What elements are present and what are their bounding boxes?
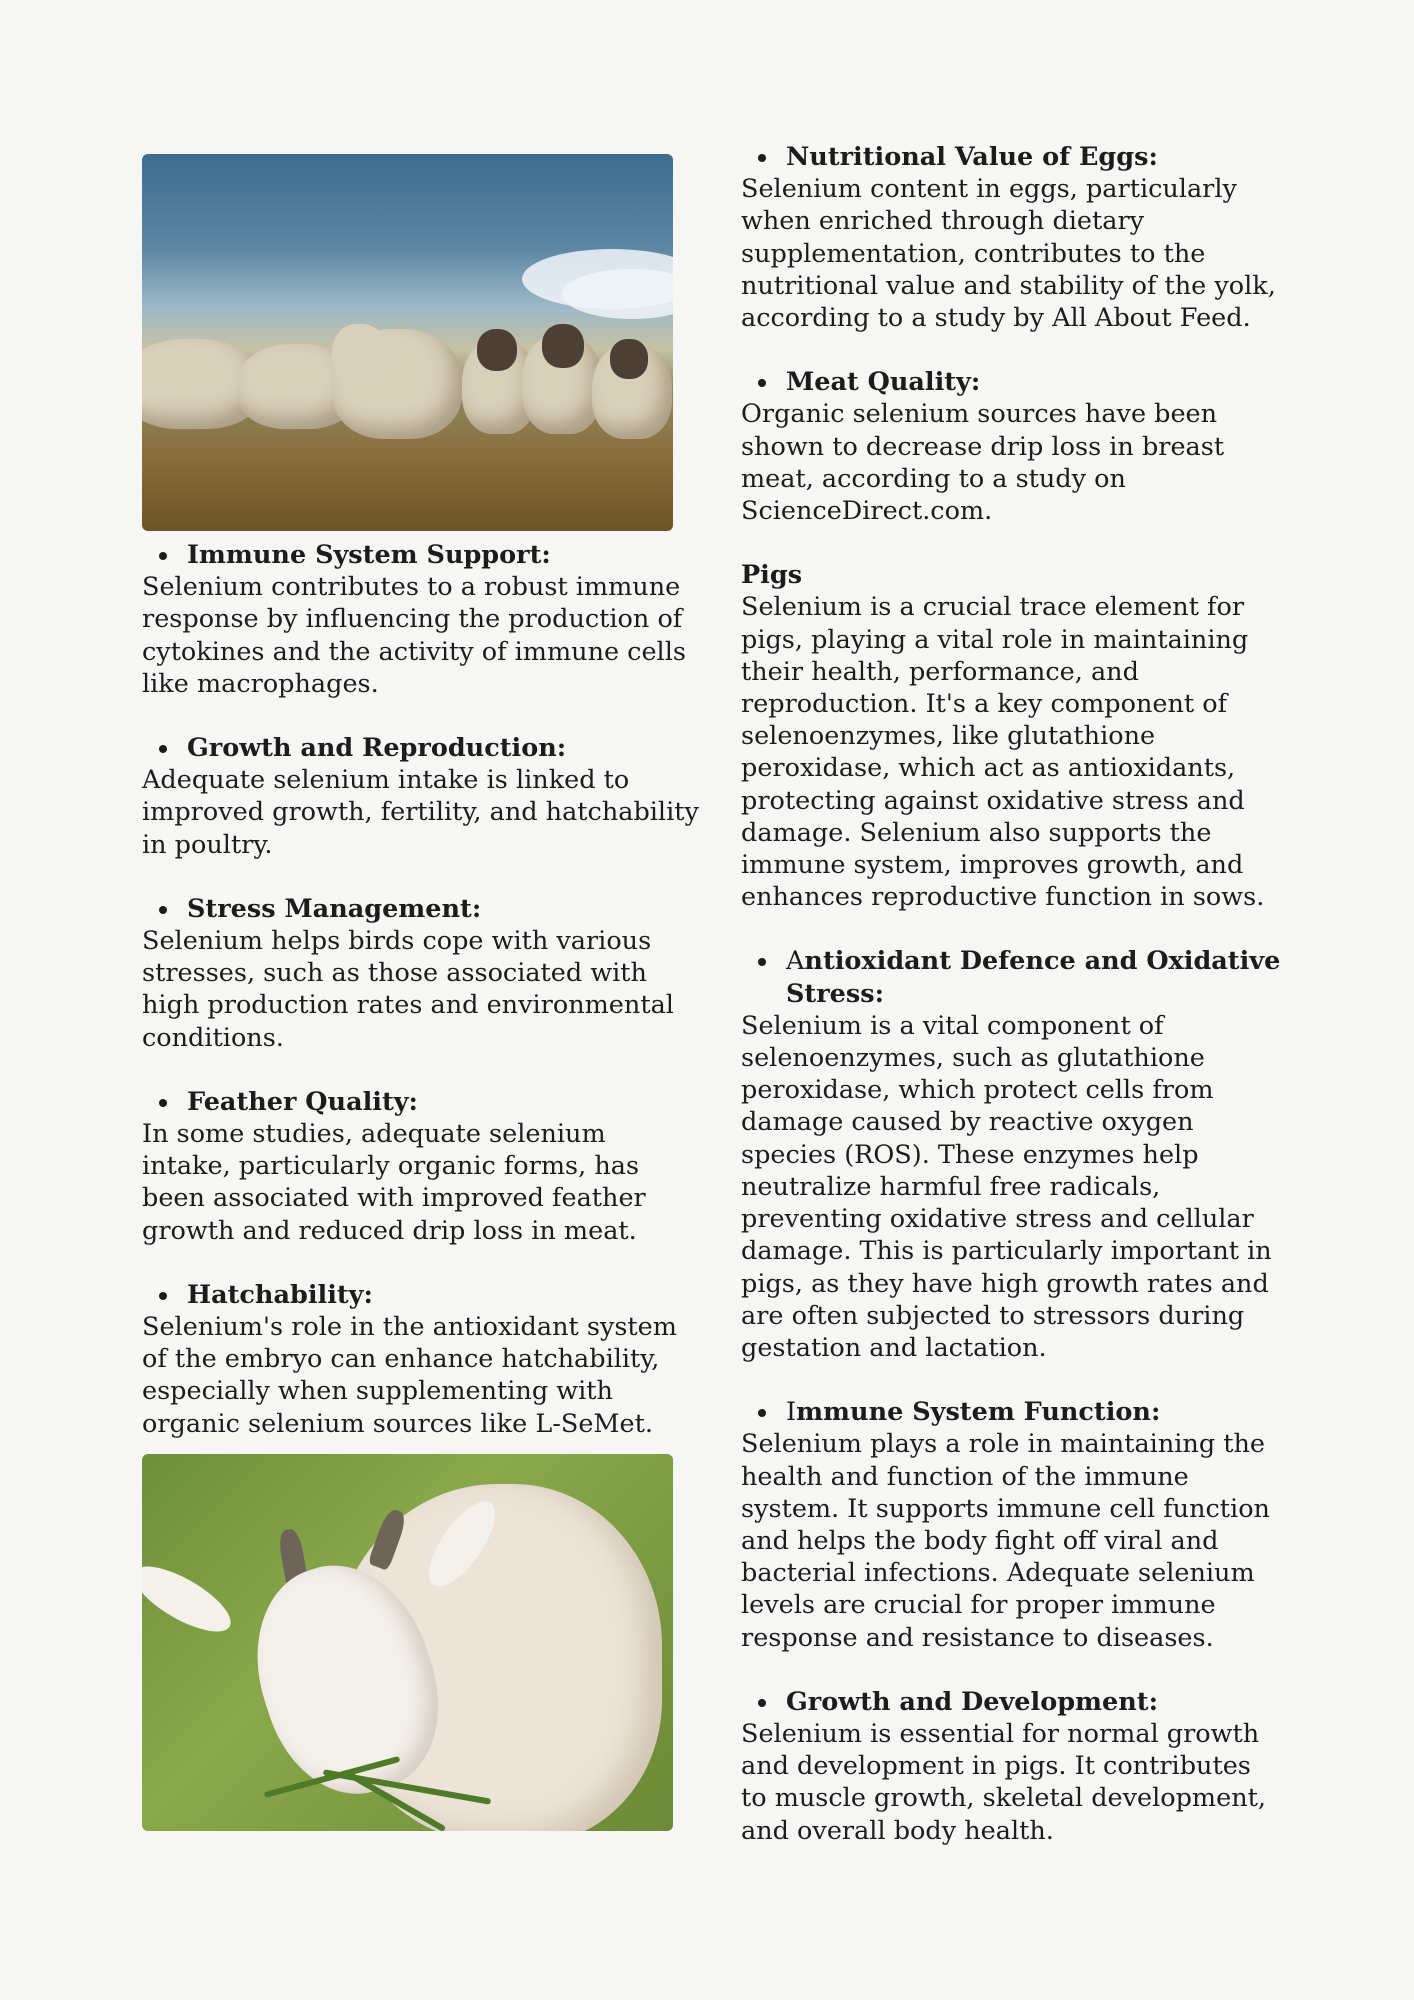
list-item — [142, 539, 702, 700]
item-body: Selenium is essential for normal growth and development in pigs. It contributes to muscle growth, skeletal development, and overall body health. — [741, 1718, 1266, 1846]
item-title: Immune System Support: — [142, 539, 702, 571]
item-body: Organic selenium sources have been shown to decrease drip loss in breast meat, according to a study on ScienceDirect.com. — [741, 399, 1225, 527]
sheep-image — [142, 154, 673, 531]
item-body: Selenium helps birds cope with various stresses, such as those associated with high production rates and environmental conditions. — [142, 926, 674, 1053]
item-title — [741, 1396, 1281, 1428]
section-title-pigs: Pigs — [741, 560, 803, 591]
item-title: Nutritional Value of Eggs: — [741, 141, 1281, 173]
item-title: Stress Management: — [142, 893, 702, 925]
item-body: Adequate selenium intake is linked to improved growth, fertility, and hatchability in poultry. — [142, 765, 699, 860]
list-item — [142, 732, 702, 861]
right-column — [741, 141, 1281, 1847]
item-body: Selenium is a vital component of selenoenzymes, such as glutathione peroxidase, which protect cells from damage caused by reactive oxygen species (ROS). These enzymes help neutralize harmful free radicals, preventing oxidative stress and cellular damage. This is particularly important in pigs, as they have high growth rates and are often subjected to stressors during gestation and lactation. — [741, 1010, 1272, 1363]
list-item — [741, 1686, 1281, 1847]
item-title-first-letter: I — [786, 1397, 797, 1428]
list-item — [142, 1086, 702, 1247]
item-title — [741, 945, 1281, 1009]
section-intro: Selenium is a crucial trace element for pigs, playing a vital role in maintaining their health, performance, and reproduction. It's a key component of selenoenzymes, like glutathione peroxidase, which act as antioxidants, protecting against oxidative stress and damage. Selenium also supports the immune system, improves growth, and enhances reproductive function in sows. — [741, 592, 1265, 913]
list-item — [142, 893, 702, 1054]
item-body: Selenium plays a role in maintaining the health and function of the immune system. It supports immune cell function and helps the body fight off viral and bacterial infections. Adequate selenium levels are crucial for proper immune response and resistance to diseases. — [741, 1429, 1270, 1653]
list-item — [741, 366, 1281, 527]
item-title: Meat Quality: — [741, 366, 1281, 398]
item-body: Selenium contributes to a robust immune response by influencing the production of cytokines and the activity of immune cells like macrophages. — [142, 572, 686, 699]
item-title: Hatchability: — [142, 1279, 702, 1311]
list-item — [741, 1396, 1281, 1654]
item-title-rest: ntioxidant Defence and Oxidative Stress: — [786, 946, 1281, 1009]
item-title-rest: mmune System Function: — [796, 1397, 1161, 1428]
item-body: In some studies, adequate selenium intake, particularly organic forms, has been associated with improved feather growth and reduced drip loss in meat. — [142, 1119, 646, 1246]
item-title — [741, 1686, 1281, 1718]
list-item — [741, 945, 1281, 1364]
left-column — [142, 154, 702, 1831]
list-item — [142, 1279, 702, 1440]
list-item — [741, 141, 1281, 334]
item-title-first-letter: A — [786, 946, 805, 977]
item-title: Feather Quality: — [142, 1086, 702, 1118]
item-title: Growth and Reproduction: — [142, 732, 702, 764]
item-body: Selenium content in eggs, particularly when enriched through dietary supplementation, contributes to the nutritional value and stability of the yolk, according to a study by All About Feed. — [741, 174, 1276, 334]
item-body: Selenium's role in the antioxidant system of the embryo can enhance hatchability, especially when supplementing with organic selenium sources like L-SeMet. — [142, 1312, 677, 1439]
item-title-rest: Growth and Development: — [786, 1686, 1158, 1717]
goat-image — [142, 1454, 673, 1831]
